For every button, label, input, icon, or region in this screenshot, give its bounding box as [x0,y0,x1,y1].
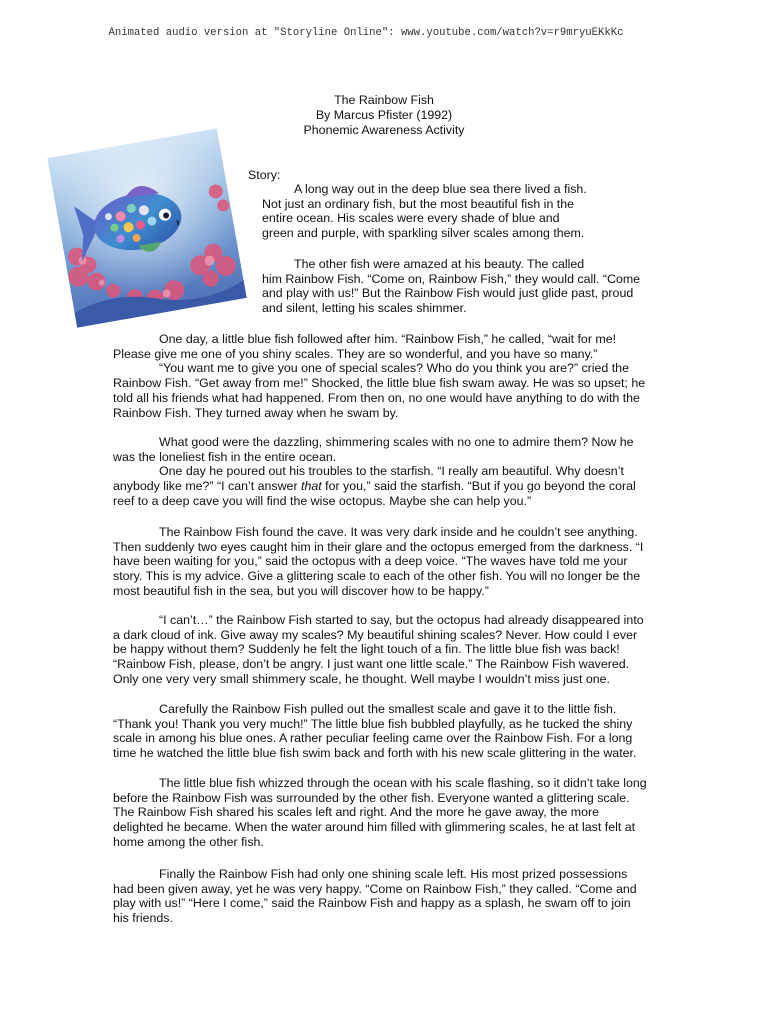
text-line: story. This is my advice. Give a glittering scale to each of the other fish. You will no longer be the [113,569,641,584]
text-line: The Rainbow Fish shared his scales left and right. And the more he gave away, the more [113,805,600,820]
text-line: his friends. [113,911,173,926]
text-line: was the loneliest fish in the entire ocean. [113,449,337,464]
text-line: delighted he became. When the water around him filled with glimmering scales, he at last felt at [113,820,636,835]
text-line: One day, a little blue fish followed after him. “Rainbow Fish,” he called, “wait for me! [159,332,617,346]
text-line: scale in among his blue ones. A rather peculiar feeling came over the Rainbow Fish. For a long [113,731,633,746]
story-label: Story: [248,168,281,182]
paragraph-9 [113,702,636,761]
text-line: a dark cloud of ink. Give away my scales? My beautiful shining scales? Never. How could I ever [113,627,638,642]
text-line: and play with us!” But the Rainbow Fish would just glide past, proud [262,286,634,301]
text-line: time he watched the little blue fish swim back and forth with his new scale glittering in the water. [113,746,637,761]
text-run: anybody like me?” “I can’t answer [113,479,302,494]
text-line: him Rainbow Fish. “Come on, Rainbow Fish,” they would call. “Come [262,271,641,286]
text-line: The other fish were amazed at his beauty. The called [294,257,585,271]
paragraph-8 [113,613,644,687]
text-line: entire ocean. His scales were every shade of blue and [262,211,560,226]
text-line: Carefully the Rainbow Fish pulled out the smallest scale and gave it to the little fish. [159,702,617,716]
text-line: have been waiting for you,” said the octopus with a deep voice. “The waves have told me your [113,554,628,569]
text-line: green and purple, with sparkling silver scales among them. [262,226,585,241]
paragraph-5 [113,435,636,509]
audio-version-note: Animated audio version at "Storyline Online": www.youtube.com/watch?v=r9mryuEKkKc [108,27,624,39]
text-line: “Thank you! Thank you very much!” The little blue fish bubbled playfully, as he tucked the shiny [113,716,633,731]
text-line: The Rainbow Fish found the cave. It was very dark inside and he couldn’t see anything. [159,525,638,539]
text-line: told all his friends what had happened. From then on, no one would have anything to do with the [113,390,640,405]
text-line: “Rainbow Fish, please, don’t be angry. I just want one little scale.” The Rainbow Fish wavered. [113,657,630,672]
paragraph-11 [113,867,637,926]
activity-title: Phonemic Awareness Activity [303,123,465,137]
text-run: for you,” said the starfish. “But if you go beyond the coral [321,479,636,494]
text-line: Not just an ordinary fish, but the most beautiful fish in the [262,196,574,211]
text-line: home among the other fish. [113,834,264,849]
text-line: Finally the Rainbow Fish had only one shining scale left. His most prized possessions [159,867,628,881]
title-block [250,93,518,138]
paragraph-1 [262,182,587,241]
text-line: Please give me one of you shiny scales. They are so wonderful, and you have so many.” [113,346,598,361]
rainbow-fish-illustration [43,124,251,332]
text-line: reef to a deep cave you will find the wise octopus. Maybe she can help you.” [113,493,532,508]
text-line: play with us!” “Here I come,” said the Rainbow Fish and happy as a splash, he swam off to join [113,896,631,911]
text-line [113,479,636,494]
paragraph-3 [113,332,645,420]
text-line: had been given away, yet he was very happy. “Come on Rainbow Fish,” they called. “Come and [113,881,637,896]
text-line: “I can’t…” the Rainbow Fish started to say, but the octopus had already disappeared into [159,613,644,627]
book-title: The Rainbow Fish [334,93,434,107]
text-line: What good were the dazzling, shimmering scales with no one to admire them? Now he [159,435,634,449]
text-line: Then suddenly two eyes caught him in their glare and the octopus emerged from the darkness. “I [113,539,644,554]
paragraph-7 [113,525,643,599]
text-line: “You want me to give you one of special scales? Who do you think you are?” cried the [159,361,629,376]
book-author: By Marcus Pfister (1992) [315,108,453,122]
text-line: most beautiful fish in the sea, but you will discover how to be happy.” [113,583,489,598]
text-line: A long way out in the deep blue sea there lived a fish. [294,182,587,196]
text-line: The little blue fish whizzed through the ocean with his scale flashing, so it didn’t take long [159,776,647,790]
text-line: be happy without them? Suddenly he felt the light touch of a fin. The little blue fish was back! [113,642,620,657]
text-line: Only one very very small shimmery scale, he thought. Well maybe I wouldn’t miss just one. [113,671,610,686]
paragraph-2 [262,257,640,316]
text-line: and silent, letting his scales shimmer. [262,301,467,316]
paragraph-10 [113,776,647,850]
emphasis-text: that [301,479,322,494]
text-line: before the Rainbow Fish was surrounded by the other fish. Everyone wanted a glittering scale. [113,790,630,805]
text-line: Rainbow Fish. They turned away when he swam by. [113,405,399,420]
text-line: One day he poured out his troubles to the starfish. “I really am beautiful. Why doesn’t [159,464,624,479]
text-line: Rainbow Fish. “Get away from me!” Shocked, the little blue fish swam away. He was so upset; he [113,376,646,391]
